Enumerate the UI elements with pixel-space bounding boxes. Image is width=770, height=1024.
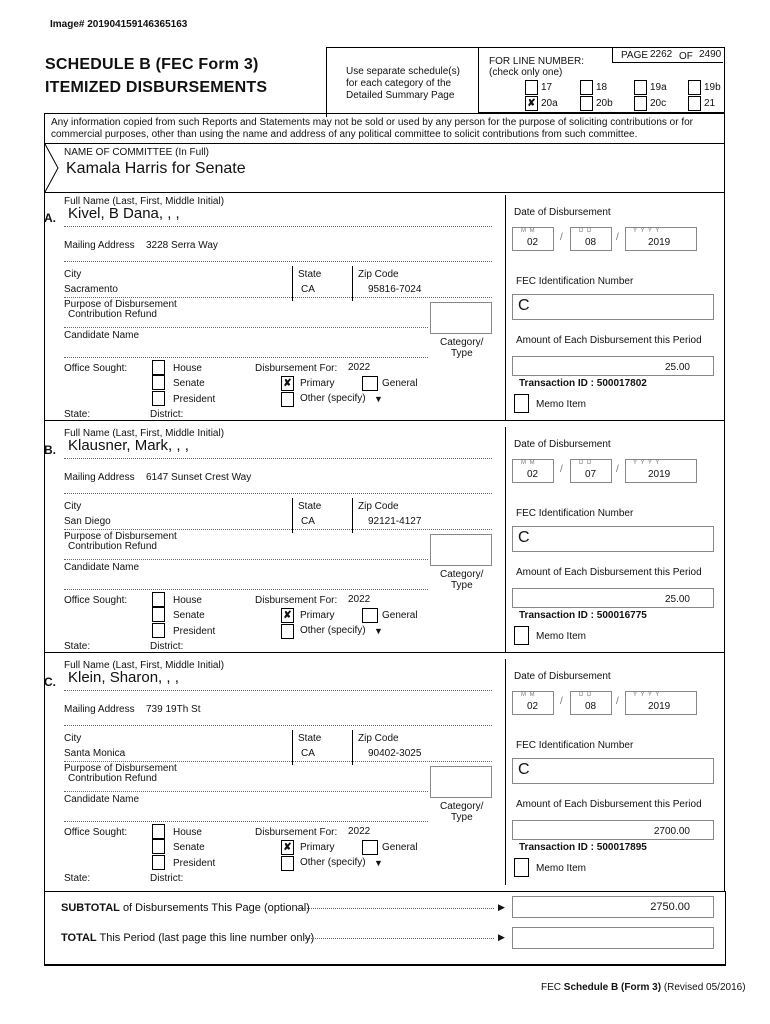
entry-b-category-field[interactable] (430, 534, 492, 566)
entry-c-name: Klein, Sharon, , , (68, 669, 179, 686)
entry-c-senate-label: Senate (173, 842, 205, 853)
entry-b-address: 6147 Sunset Crest Way (146, 472, 252, 483)
entry-a-senate-checkbox[interactable] (152, 375, 165, 390)
entry-b-full-name-label: Full Name (Last, First, Middle Initial) (64, 428, 225, 439)
entry-b-year: 2019 (648, 469, 671, 480)
entry-c-full-name-label: Full Name (Last, First, Middle Initial) (64, 660, 225, 671)
entry-b-day: 07 (585, 469, 597, 480)
entry-a-primary-label: Primary (300, 378, 335, 389)
entry-a-disbursement-for-label: Disbursement For: (255, 363, 338, 374)
entry-c-address: 739 19Th St (146, 704, 201, 715)
entry-b-other-arrow-icon: ▼ (374, 626, 383, 636)
entry-c-office-state-label: State: (64, 873, 91, 884)
entry-c-fec-id-label: FEC Identification Number (516, 740, 634, 751)
entry-b-office-sought-label: Office Sought: (64, 595, 128, 606)
line-18-checkbox[interactable] (580, 80, 593, 95)
entry-a-amount-label: Amount of Each Disbursement this Period (516, 335, 702, 346)
entry-c-zip-label: Zip Code (358, 733, 399, 744)
line-20a-checkbox[interactable]: ✘ (525, 96, 538, 111)
entry-b-name: Klausner, Mark, , , (68, 437, 189, 454)
entry-c-house-checkbox[interactable] (152, 824, 165, 839)
subtotal-label (61, 902, 310, 915)
entry-b-candidate-label: Candidate Name (64, 562, 140, 573)
entry-c-president-checkbox[interactable] (152, 855, 165, 870)
line-21-label: 21 (704, 98, 716, 109)
entry-c-category-label: Category/ (440, 801, 484, 812)
total-arrow-icon: ▶ (498, 932, 505, 942)
entry-b-letter: B. (44, 443, 56, 457)
entry-b-district-label: District: (150, 641, 184, 652)
entry-a-city: Sacramento (64, 284, 118, 295)
entry-b-primary-label: Primary (300, 610, 335, 621)
entry-a-zip-label: Zip Code (358, 269, 399, 280)
entry-a-office-sought-label: Office Sought: (64, 363, 128, 374)
entry-c-category-field[interactable] (430, 766, 492, 798)
entry-b-transaction-id: Transaction ID : 500016775 (519, 610, 647, 621)
entry-c-memo-checkbox[interactable] (514, 858, 529, 877)
entry-c-disbursement-for-label: Disbursement For: (255, 827, 338, 838)
line-number-label: FOR LINE NUMBER: (489, 56, 585, 67)
subtotal-value: 2750.00 (650, 901, 690, 913)
entry-b-mm-hint: M M (521, 460, 536, 466)
footer-revision: (Revised 05/2016) (663, 982, 746, 993)
total-field[interactable] (512, 927, 714, 949)
form-title: SCHEDULE B (FEC Form 3) (45, 56, 259, 73)
entry-a-mm-hint: M M (521, 228, 536, 234)
entry-c-state-label: State (298, 733, 322, 744)
entry-c-letter: C. (44, 675, 56, 689)
entry-c-zip: 90402-3025 (368, 748, 422, 759)
entry-a-other-checkbox[interactable] (281, 392, 294, 407)
entry-a-type-label: Type (451, 348, 473, 359)
of-label: OF (679, 51, 693, 62)
entry-a-president-label: President (173, 394, 216, 405)
line-20b-checkbox[interactable] (580, 96, 593, 111)
subtotal-label-rest: of Disbursements This Page (optional) (122, 902, 310, 914)
entry-a-house-checkbox[interactable] (152, 360, 165, 375)
entry-b-dd-hint: D D (579, 460, 593, 466)
entry-c-candidate-label: Candidate Name (64, 794, 140, 805)
line-20a-label: 20a (541, 98, 558, 109)
entry-c-date-slash-1: / (560, 696, 563, 707)
line-19a-label: 19a (650, 82, 667, 93)
entry-b-election-year: 2022 (348, 594, 371, 605)
entry-a-election-year: 2022 (348, 362, 371, 373)
total-label-rest: This Period (last page this line number only) (99, 932, 315, 944)
entry-a-purpose-label: Purpose of Disbursement (64, 299, 177, 310)
entry-b-senate-checkbox[interactable] (152, 607, 165, 622)
entry-c-other-label: Other (specify) (300, 857, 366, 868)
entry-a-house-label: House (173, 363, 202, 374)
entry-b-date-slash-2: / (616, 464, 619, 475)
entry-b-office-state-label: State: (64, 641, 91, 652)
entry-a-district-label: District: (150, 409, 184, 420)
entry-c-senate-checkbox[interactable] (152, 839, 165, 854)
entry-b-president-label: President (173, 626, 216, 637)
entry-b-disbursement-for-label: Disbursement For: (255, 595, 338, 606)
instruction-2: for each category of the (346, 78, 452, 89)
entry-a-senate-label: Senate (173, 378, 205, 389)
entry-a-category-label: Category/ (440, 337, 484, 348)
entry-b-house-label: House (173, 595, 202, 606)
entry-c-yyyy-hint: Y Y Y Y (633, 692, 661, 698)
entry-a-full-name-label: Full Name (Last, First, Middle Initial) (64, 196, 225, 207)
entry-b-house-checkbox[interactable] (152, 592, 165, 607)
entry-c-general-checkbox[interactable] (362, 840, 378, 855)
entry-c-memo-label: Memo Item (536, 863, 587, 874)
entry-b-date-slash-1: / (560, 464, 563, 475)
entry-b-state-label: State (298, 501, 322, 512)
entry-a-yyyy-hint: Y Y Y Y (633, 228, 661, 234)
entry-b-general-label: General (382, 610, 418, 621)
entry-b-amount-label: Amount of Each Disbursement this Period (516, 567, 702, 578)
entry-b-yyyy-hint: Y Y Y Y (633, 460, 661, 466)
entry-a-other-label: Other (specify) (300, 393, 366, 404)
entry-c-month: 02 (527, 701, 539, 712)
entry-a-month: 02 (527, 237, 539, 248)
entry-b-mailing-label: Mailing Address (64, 472, 135, 483)
entry-c-primary-label: Primary (300, 842, 335, 853)
entry-c-date-label: Date of Disbursement (514, 671, 611, 682)
instruction-3: Detailed Summary Page (346, 90, 455, 101)
entry-c-type-label: Type (451, 812, 473, 823)
entry-c-fec-id-field[interactable] (512, 758, 714, 784)
entry-a-date-slash-2: / (616, 232, 619, 243)
entry-c-transaction-id: Transaction ID : 500017895 (519, 842, 647, 853)
entry-c-date-slash-2: / (616, 696, 619, 707)
entry-a-president-checkbox[interactable] (152, 391, 165, 406)
entry-c-city: Santa Monica (64, 748, 126, 759)
entry-a-fec-id: C (518, 297, 530, 314)
committee-label: NAME OF COMMITTEE (In Full) (64, 147, 209, 158)
line-19b-checkbox[interactable] (688, 80, 701, 95)
entry-c-purpose-label: Purpose of Disbursement (64, 763, 177, 774)
entry-b-general-checkbox[interactable] (362, 608, 378, 623)
subtotal-arrow-icon: ▶ (498, 902, 505, 912)
line-17-label: 17 (541, 82, 553, 93)
page-total: 2490 (699, 49, 722, 60)
entry-b-amount: 25.00 (664, 594, 690, 605)
footer-prefix: FEC (541, 982, 561, 993)
entry-c-day: 08 (585, 701, 597, 712)
entry-a-mailing-label: Mailing Address (64, 240, 135, 251)
entry-b-month: 02 (527, 469, 539, 480)
entry-b-other-label: Other (specify) (300, 625, 366, 636)
total-label (61, 932, 314, 945)
entry-a-memo-label: Memo Item (536, 399, 587, 410)
entry-a-purpose: Contribution Refund (68, 309, 157, 320)
line-19b-label: 19b (704, 82, 721, 93)
entry-c-other-checkbox[interactable] (281, 856, 294, 871)
entry-a-category-field[interactable] (430, 302, 492, 334)
entry-b-primary-checkbox[interactable]: ✘ (281, 608, 294, 623)
entry-a-primary-checkbox[interactable]: ✘ (281, 376, 294, 391)
entry-c-district-label: District: (150, 873, 184, 884)
entry-b-date-label: Date of Disbursement (514, 439, 611, 450)
entry-a-state-label: State (298, 269, 322, 280)
entry-a-day: 08 (585, 237, 597, 248)
entry-a-candidate-label: Candidate Name (64, 330, 140, 341)
entry-c-year: 2019 (648, 701, 671, 712)
form-subtitle: ITEMIZED DISBURSEMENTS (45, 79, 268, 96)
entry-a-amount: 25.00 (664, 362, 690, 373)
entry-b-memo-checkbox[interactable] (514, 626, 529, 645)
entry-a-memo-checkbox[interactable] (514, 394, 529, 413)
entry-b-zip: 92121-4127 (368, 516, 422, 527)
entry-c-fec-id: C (518, 761, 530, 778)
entry-b-purpose-label: Purpose of Disbursement (64, 531, 177, 542)
entry-b-state: CA (301, 516, 315, 527)
entry-c-primary-checkbox[interactable]: ✘ (281, 840, 294, 855)
entry-c-purpose: Contribution Refund (68, 773, 157, 784)
line-20c-checkbox[interactable] (634, 96, 647, 111)
entry-b-purpose: Contribution Refund (68, 541, 157, 552)
entry-a-state: CA (301, 284, 315, 295)
entry-a-letter: A. (44, 211, 56, 225)
line-18-label: 18 (596, 82, 608, 93)
entry-a-name: Kivel, B Dana, , , (68, 205, 180, 222)
entry-a-transaction-id: Transaction ID : 500017802 (519, 378, 647, 389)
entry-c-election-year: 2022 (348, 826, 371, 837)
entry-b-category-label: Category/ (440, 569, 484, 580)
entry-b-president-checkbox[interactable] (152, 623, 165, 638)
entry-c-amount: 2700.00 (653, 826, 690, 837)
entry-b-fec-id-field[interactable] (512, 526, 714, 552)
instruction-1: Use separate schedule(s) (346, 66, 460, 77)
line-20b-label: 20b (596, 98, 613, 109)
committee-chevron-icon (44, 143, 60, 193)
total-label-bold: TOTAL (61, 932, 97, 944)
entry-c-house-label: House (173, 827, 202, 838)
page-number: 2262 (650, 49, 673, 60)
footer-form-name: Schedule B (Form 3) (563, 982, 662, 993)
line-17-checkbox[interactable] (525, 80, 538, 95)
entry-c-amount-label: Amount of Each Disbursement this Period (516, 799, 702, 810)
entry-a-address: 3228 Serra Way (146, 240, 218, 251)
entry-c-office-sought-label: Office Sought: (64, 827, 128, 838)
page-label: PAGE (621, 50, 649, 61)
entry-b-zip-label: Zip Code (358, 501, 399, 512)
entry-b-city-label: City (64, 501, 82, 512)
line-19a-checkbox[interactable] (634, 80, 647, 95)
entry-a-fec-id-field[interactable] (512, 294, 714, 320)
entry-a-office-state-label: State: (64, 409, 91, 420)
entry-b-type-label: Type (451, 580, 473, 591)
entry-a-date-slash-1: / (560, 232, 563, 243)
usage-notice: Any information copied from such Reports and Statements may not be sold or used by any person for the purpose of soliciting contributions or for commercial purposes, other than using the name and address of any political committee to solicit contributions from such committee. (51, 117, 694, 140)
subtotal-label-bold: SUBTOTAL (61, 902, 120, 914)
line-20c-label: 20c (650, 98, 667, 109)
check-only-one: (check only one) (489, 67, 563, 78)
entry-b-city: San Diego (64, 516, 111, 527)
entry-a-general-checkbox[interactable] (362, 376, 378, 391)
entry-a-dd-hint: D D (579, 228, 593, 234)
entry-c-general-label: General (382, 842, 418, 853)
entry-b-fec-id-label: FEC Identification Number (516, 508, 634, 519)
entry-b-memo-label: Memo Item (536, 631, 587, 642)
entry-c-other-arrow-icon: ▼ (374, 858, 383, 868)
entry-c-dd-hint: D D (579, 692, 593, 698)
line-21-checkbox[interactable] (688, 96, 701, 111)
entry-b-senate-label: Senate (173, 610, 205, 621)
entry-a-city-label: City (64, 269, 82, 280)
entry-a-other-arrow-icon: ▼ (374, 394, 383, 404)
footer (541, 982, 746, 994)
entry-c-state: CA (301, 748, 315, 759)
entry-c-city-label: City (64, 733, 82, 744)
image-id: Image# 201904159146365163 (50, 19, 188, 30)
entry-b-other-checkbox[interactable] (281, 624, 294, 639)
entry-c-mm-hint: M M (521, 692, 536, 698)
entry-c-president-label: President (173, 858, 216, 869)
entry-a-zip: 95816-7024 (368, 284, 422, 295)
committee-name: Kamala Harris for Senate (66, 160, 246, 177)
entry-c-mailing-label: Mailing Address (64, 704, 135, 715)
entry-a-date-label: Date of Disbursement (514, 207, 611, 218)
entry-a-general-label: General (382, 378, 418, 389)
entry-b-fec-id: C (518, 529, 530, 546)
entry-a-fec-id-label: FEC Identification Number (516, 276, 634, 287)
entry-a-year: 2019 (648, 237, 671, 248)
